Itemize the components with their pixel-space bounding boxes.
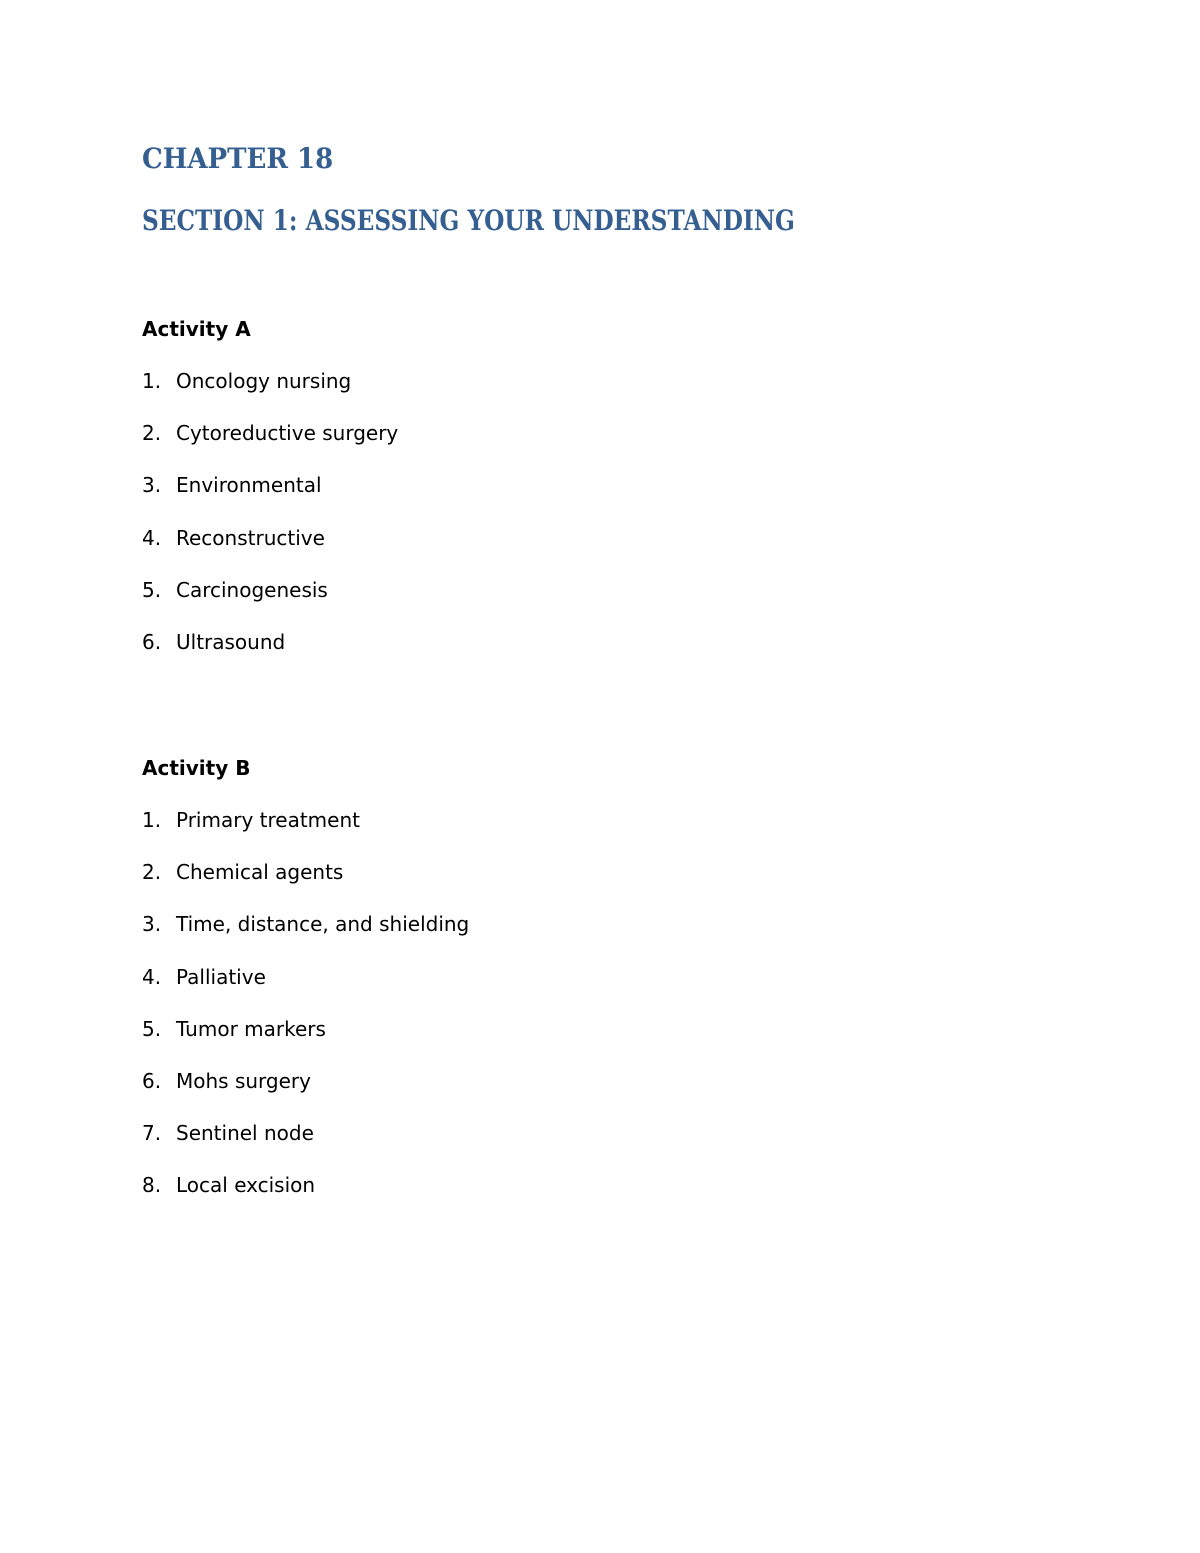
item-text: Oncology nursing bbox=[176, 369, 352, 393]
item-number: 4. bbox=[142, 525, 162, 550]
item-text: Time, distance, and shielding bbox=[176, 912, 470, 937]
list-item bbox=[142, 420, 398, 446]
item-number: 6. bbox=[142, 629, 162, 654]
list-item bbox=[142, 859, 469, 885]
list-item bbox=[142, 577, 398, 603]
list-item bbox=[142, 1068, 469, 1094]
list-item bbox=[142, 1016, 469, 1042]
item-number: 4. bbox=[142, 964, 162, 989]
item-number: 8. bbox=[142, 1173, 162, 1198]
activity-b bbox=[142, 755, 469, 1225]
list-item bbox=[142, 525, 398, 551]
activity-b-list bbox=[142, 807, 469, 1198]
list-item bbox=[142, 472, 398, 498]
item-number: 5. bbox=[142, 577, 162, 602]
chapter-title: CHAPTER 18 bbox=[142, 142, 334, 175]
item-number: 3. bbox=[142, 473, 162, 498]
list-item bbox=[142, 1172, 469, 1198]
item-text: Primary treatment bbox=[176, 808, 360, 832]
item-text: Chemical agents bbox=[176, 860, 344, 885]
item-number: 1. bbox=[142, 808, 162, 832]
list-item bbox=[142, 807, 469, 833]
item-text: Carcinogenesis bbox=[176, 577, 328, 602]
item-number: 1. bbox=[142, 369, 162, 393]
item-text: Environmental bbox=[176, 473, 322, 498]
section-title: SECTION 1: ASSESSING YOUR UNDERSTANDING bbox=[142, 204, 795, 237]
item-text: Sentinel node bbox=[176, 1121, 314, 1146]
item-text: Tumor markers bbox=[176, 1016, 326, 1041]
list-item bbox=[142, 1120, 469, 1146]
item-number: 6. bbox=[142, 1068, 162, 1093]
activity-a-list bbox=[142, 368, 398, 655]
activity-b-title: Activity B bbox=[142, 756, 251, 780]
item-text: Ultrasound bbox=[176, 629, 286, 654]
item-number: 3. bbox=[142, 912, 162, 937]
item-text: Reconstructive bbox=[176, 525, 325, 550]
list-item bbox=[142, 368, 398, 394]
list-item bbox=[142, 629, 398, 655]
item-number: 5. bbox=[142, 1016, 162, 1041]
activity-a-title: Activity A bbox=[142, 317, 251, 341]
item-number: 2. bbox=[142, 421, 162, 446]
item-number: 2. bbox=[142, 860, 162, 885]
list-item bbox=[142, 911, 469, 937]
item-number: 7. bbox=[142, 1121, 162, 1146]
item-text: Mohs surgery bbox=[176, 1068, 311, 1093]
list-item bbox=[142, 964, 469, 990]
activity-a bbox=[142, 316, 398, 681]
item-text: Local excision bbox=[176, 1173, 316, 1198]
item-text: Cytoreductive surgery bbox=[176, 421, 399, 446]
item-text: Palliative bbox=[176, 964, 266, 989]
